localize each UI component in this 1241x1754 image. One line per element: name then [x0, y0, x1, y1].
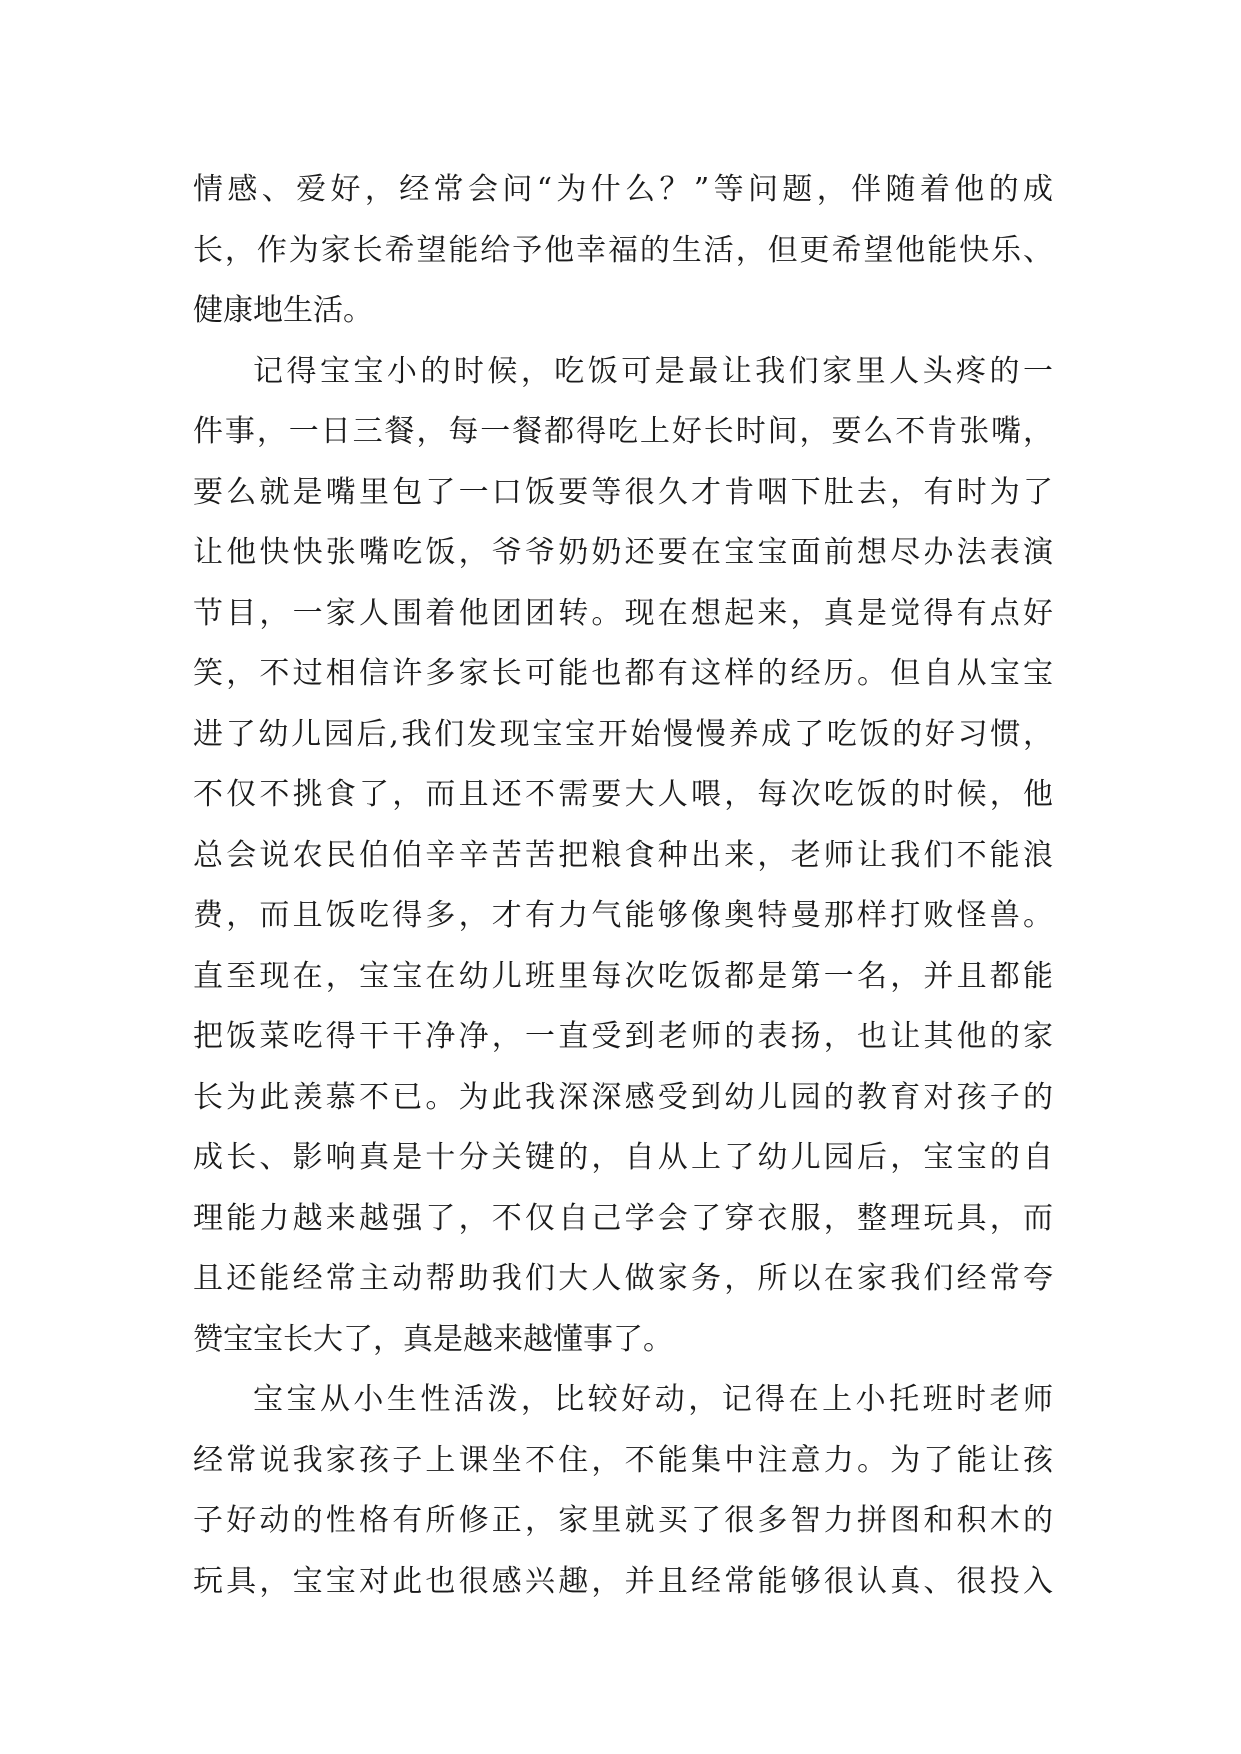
text-line: 情感、爱好，经常会问“为什么？”等问题，伴随着他的成 [193, 172, 1053, 207]
text-line: 长，作为家长希望能给予他幸福的生活，但更希望他能快乐、 [193, 232, 1053, 268]
text-line: 成长、影响真是十分关键的，自从上了幼儿园后，宝宝的自 [193, 1140, 1053, 1175]
text-line: 且还能经常主动帮助我们大人做家务，所以在家我们经常夸 [193, 1261, 1053, 1296]
text-line: 把饭菜吃得干干净净，一直受到老师的表扬，也让其他的家 [193, 1019, 1053, 1054]
text-line: 笑，不过相信许多家长可能也都有这样的经历。但自从宝宝 [193, 656, 1053, 691]
text-line: 让他快快张嘴吃饭，爷爷奶奶还要在宝宝面前想尽办法表演 [193, 535, 1053, 570]
text-line: 健康地生活。 [193, 293, 373, 328]
text-line: 长为此羡慕不已。为此我深深感受到幼儿园的教育对孩子的 [193, 1079, 1053, 1115]
text-line: 赞宝宝长大了，真是越来越懂事了。 [193, 1321, 673, 1357]
text-line: 理能力越来越强了，不仅自己学会了穿衣服，整理玩具，而 [193, 1200, 1053, 1236]
text-line: 玩具，宝宝对此也很感兴趣，并且经常能够很认真、很投入 [193, 1563, 1053, 1599]
paragraph-2 [193, 342, 1053, 1371]
body-text [193, 160, 1053, 1612]
text-line: 宝宝从小生性活泼，比较好动，记得在上小托班时老师 [253, 1382, 1053, 1417]
text-line: 要么就是嘴里包了一口饭要等很久才肯咽下肚去，有时为了 [193, 474, 1053, 510]
text-line: 子好动的性格有所修正，家里就买了很多智力拼图和积木的 [193, 1503, 1053, 1538]
paragraph-1 [193, 160, 1053, 342]
paragraph-3 [193, 1370, 1053, 1612]
text-line: 件事，一日三餐，每一餐都得吃上好长时间，要么不肯张嘴， [193, 414, 1053, 449]
text-line: 直至现在，宝宝在幼儿班里每次吃饭都是第一名，并且都能 [193, 958, 1053, 994]
text-line: 不仅不挑食了，而且还不需要大人喂，每次吃饭的时候，他 [193, 777, 1053, 812]
text-line: 总会说农民伯伯辛辛苦苦把粮食种出来，老师让我们不能浪 [193, 837, 1053, 873]
text-line: 记得宝宝小的时候，吃饭可是最让我们家里人头疼的一 [253, 353, 1053, 389]
text-line: 费，而且饭吃得多，才有力气能够像奥特曼那样打败怪兽。 [193, 898, 1053, 933]
text-line: 进了幼儿园后,我们发现宝宝开始慢慢养成了吃饭的好习惯， [193, 716, 1053, 752]
text-line: 节目，一家人围着他团团转。现在想起来，真是觉得有点好 [193, 595, 1053, 631]
text-line: 经常说我家孩子上课坐不住，不能集中注意力。为了能让孩 [193, 1442, 1053, 1478]
